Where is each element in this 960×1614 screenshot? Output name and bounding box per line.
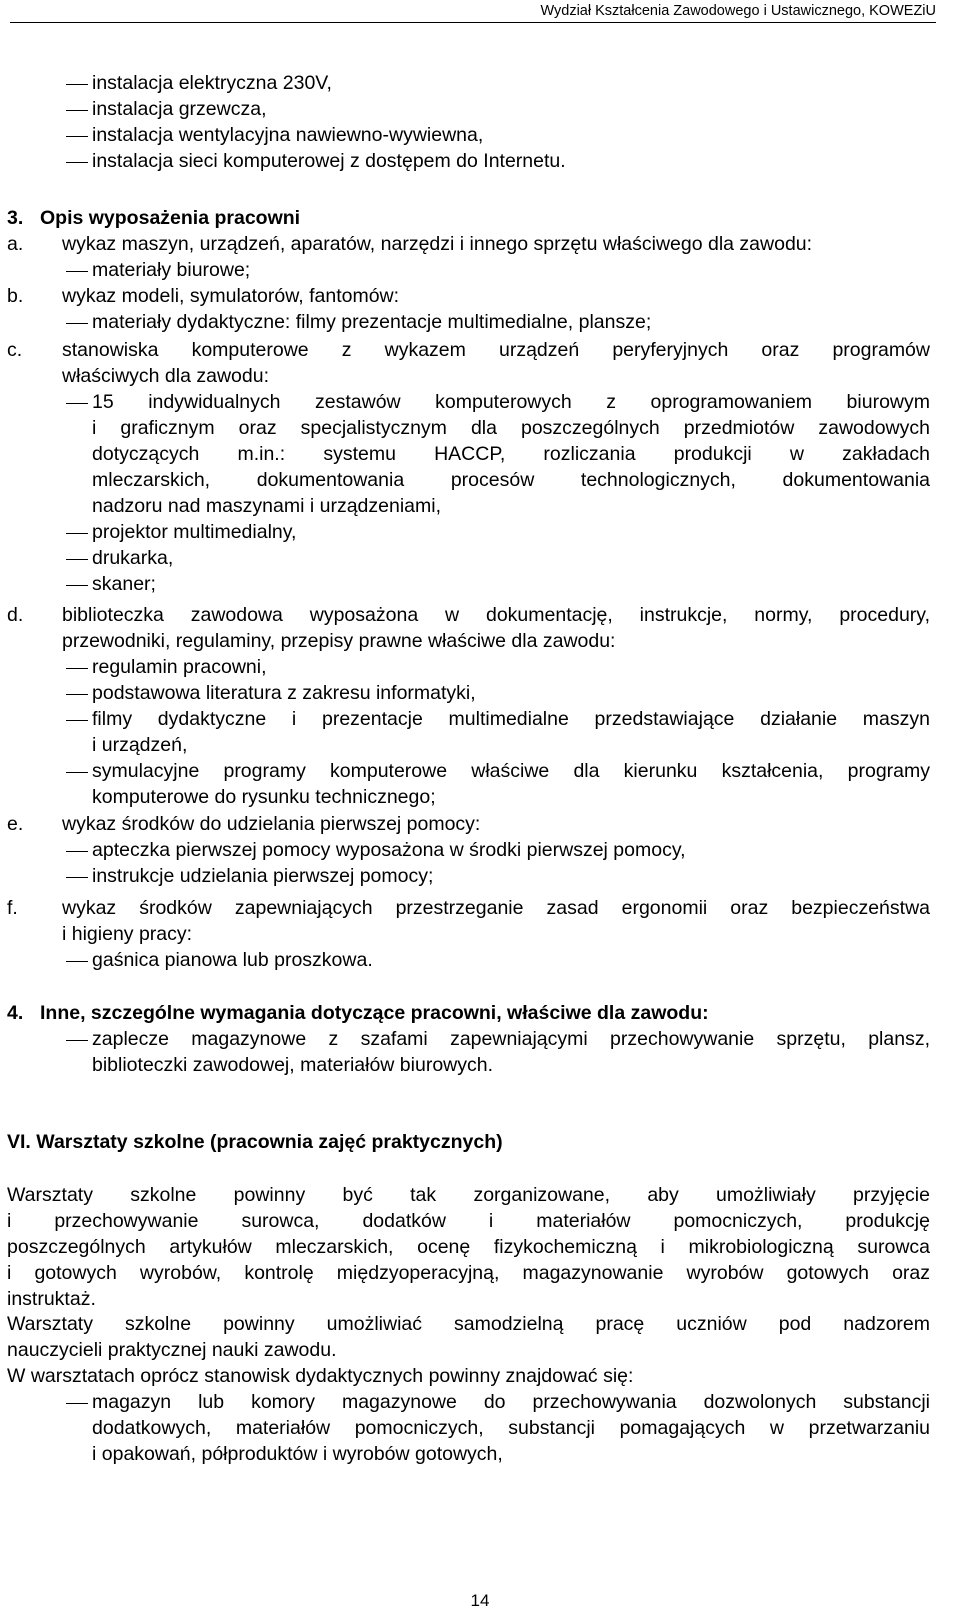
list-item: 15 indywidualnych zestawów komputerowych z oprogramowaniem biurowym bbox=[92, 391, 930, 413]
section-number: 3. bbox=[7, 207, 24, 229]
list-item: komputerowe do rysunku technicznego; bbox=[92, 786, 436, 808]
item-text: wykaz maszyn, urządzeń, aparatów, narzędzi i innego sprzętu właściwego dla zawodu: bbox=[62, 233, 813, 255]
item-letter: e. bbox=[7, 813, 24, 835]
dash-bullet bbox=[66, 720, 88, 721]
dash-bullet bbox=[66, 851, 88, 852]
list-item: drukarka, bbox=[92, 547, 174, 569]
list-item: i opakowań, półproduktów i wyrobów gotowych, bbox=[92, 1443, 503, 1465]
list-item: instalacja grzewcza, bbox=[92, 98, 267, 120]
item-text: stanowiska komputerowe z wykazem urządzeń peryferyjnych oraz programów bbox=[62, 339, 930, 361]
item-text: wykaz środków zapewniających przestrzeganie zasad ergonomii oraz bezpieczeństwa bbox=[62, 897, 930, 919]
list-item: zaplecze magazynowe z szafami zapewniającymi przechowywanie sprzętu, plansz, bbox=[92, 1028, 930, 1050]
dash-bullet bbox=[66, 323, 88, 324]
dash-bullet bbox=[66, 694, 88, 695]
list-item: mleczarskich, dokumentowania procesów technologicznych, dokumentowania bbox=[92, 469, 930, 491]
item-text: właściwych dla zawodu: bbox=[62, 365, 270, 387]
paragraph-line: instruktaż. bbox=[7, 1288, 96, 1310]
item-letter: b. bbox=[7, 285, 24, 307]
list-item: podstawowa literatura z zakresu informatyki, bbox=[92, 682, 476, 704]
dash-bullet bbox=[66, 1040, 88, 1041]
paragraph-line: poszczególnych artykułów mleczarskich, ocenę fizykochemiczną i mikrobiologiczną surowca bbox=[7, 1236, 930, 1258]
item-text: wykaz modeli, symulatorów, fantomów: bbox=[62, 285, 400, 307]
dash-bullet bbox=[66, 271, 88, 272]
dash-bullet bbox=[66, 585, 88, 586]
list-item: magazyn lub komory magazynowe do przechowywania dozwolonych substancji bbox=[92, 1391, 930, 1413]
page-number: 14 bbox=[470, 1591, 490, 1610]
paragraph-line: Warsztaty szkolne powinny być tak zorganizowane, aby umożliwiały przyjęcie bbox=[7, 1184, 930, 1206]
dash-bullet bbox=[66, 668, 88, 669]
dash-bullet bbox=[66, 961, 88, 962]
dash-bullet bbox=[66, 403, 88, 404]
list-item: instalacja elektryczna 230V, bbox=[92, 72, 332, 94]
list-item: symulacyjne programy komputerowe właściwe dla kierunku kształcenia, programy bbox=[92, 760, 930, 782]
list-item: instalacja sieci komputerowej z dostępem do Internetu. bbox=[92, 150, 566, 172]
list-item: dodatkowych, materiałów pomocniczych, substancji pomagających w przetwarzaniu bbox=[92, 1417, 930, 1439]
list-item: materiały biurowe; bbox=[92, 259, 251, 281]
chapter-heading: VI. Warsztaty szkolne (pracownia zajęć praktycznych) bbox=[7, 1131, 503, 1153]
item-letter: f. bbox=[7, 897, 18, 919]
list-item: nadzoru nad maszynami i urządzeniami, bbox=[92, 495, 442, 517]
paragraph-line: i przechowywanie surowca, dodatków i materiałów pomocniczych, produkcję bbox=[7, 1210, 930, 1232]
dash-bullet bbox=[66, 162, 88, 163]
dash-bullet bbox=[66, 84, 88, 85]
dash-bullet bbox=[66, 559, 88, 560]
list-item: projektor multimedialny, bbox=[92, 521, 297, 543]
list-item: instalacja wentylacyjna nawiewno-wywiewna, bbox=[92, 124, 484, 146]
paragraph-line: W warsztatach oprócz stanowisk dydaktycznych powinny znajdować się: bbox=[7, 1365, 634, 1387]
list-item: skaner; bbox=[92, 573, 156, 595]
paragraph-line: nauczycieli praktycznej nauki zawodu. bbox=[7, 1339, 337, 1361]
dash-bullet bbox=[66, 533, 88, 534]
item-text: wykaz środków do udzielania pierwszej pomocy: bbox=[62, 813, 481, 835]
item-text: biblioteczka zawodowa wyposażona w dokumentację, instrukcje, normy, procedury, bbox=[62, 604, 930, 626]
running-header: Wydział Kształcenia Zawodowego i Ustawicznego, KOWEZiU bbox=[540, 3, 936, 19]
dash-bullet bbox=[66, 110, 88, 111]
section-heading: Inne, szczególne wymagania dotyczące pracowni, właściwe dla zawodu: bbox=[40, 1002, 709, 1024]
section-number: 4. bbox=[7, 1002, 24, 1024]
list-item: i urządzeń, bbox=[92, 734, 188, 756]
item-text: i higieny pracy: bbox=[62, 923, 193, 945]
dash-bullet bbox=[66, 1403, 88, 1404]
list-item: materiały dydaktyczne: filmy prezentacje multimedialne, plansze; bbox=[92, 311, 652, 333]
item-letter: d. bbox=[7, 604, 24, 626]
paragraph-line: i gotowych wyrobów, kontrolę międzyoperacyjną, magazynowanie wyrobów gotowych oraz bbox=[7, 1262, 930, 1284]
list-item: dotyczących m.in.: systemu HACCP, rozliczania produkcji w zakładach bbox=[92, 443, 930, 465]
list-item: regulamin pracowni, bbox=[92, 656, 267, 678]
list-item: instrukcje udzielania pierwszej pomocy; bbox=[92, 865, 434, 887]
item-text: przewodniki, regulaminy, przepisy prawne właściwe dla zawodu: bbox=[62, 630, 616, 652]
header-rule bbox=[10, 22, 936, 23]
list-item: biblioteczki zawodowej, materiałów biurowych. bbox=[92, 1054, 494, 1076]
item-letter: c. bbox=[7, 339, 23, 361]
paragraph-line: Warsztaty szkolne powinny umożliwiać samodzielną pracę uczniów pod nadzorem bbox=[7, 1313, 930, 1335]
list-item: gaśnica pianowa lub proszkowa. bbox=[92, 949, 373, 971]
item-letter: a. bbox=[7, 233, 24, 255]
section-heading: Opis wyposażenia pracowni bbox=[40, 207, 301, 229]
list-item: filmy dydaktyczne i prezentacje multimedialne przedstawiające działanie maszyn bbox=[92, 708, 930, 730]
dash-bullet bbox=[66, 877, 88, 878]
list-item: i graficznym oraz specjalistycznym dla poszczególnych przedmiotów zawodowych bbox=[92, 417, 930, 439]
list-item: apteczka pierwszej pomocy wyposażona w środki pierwszej pomocy, bbox=[92, 839, 686, 861]
dash-bullet bbox=[66, 772, 88, 773]
dash-bullet bbox=[66, 136, 88, 137]
